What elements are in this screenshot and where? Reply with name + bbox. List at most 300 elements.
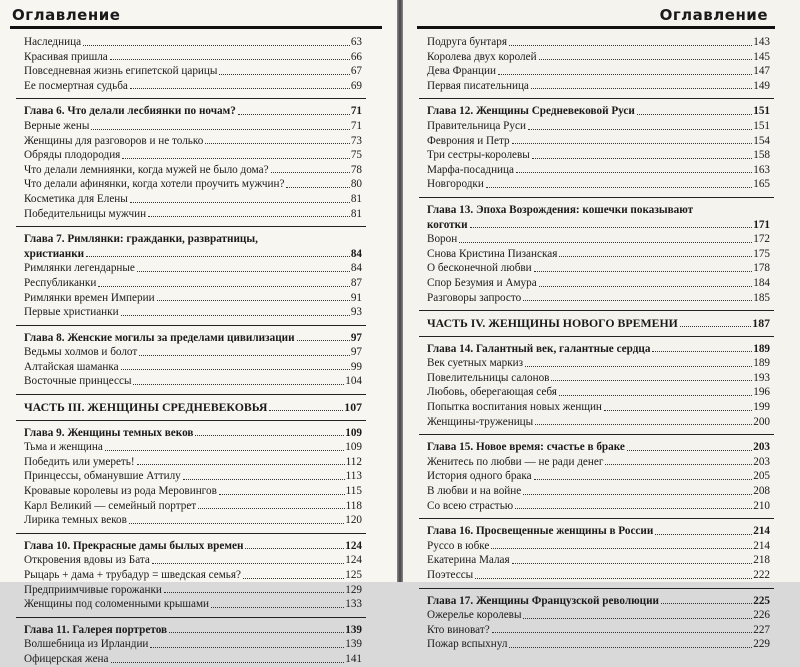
- page-number: 81: [350, 207, 362, 220]
- entry-title: Обряды плодородия: [24, 149, 121, 162]
- toc-entry[interactable]: [427, 385, 770, 400]
- page-number: 210: [753, 499, 770, 512]
- toc-left: [24, 35, 362, 667]
- toc-entry[interactable]: [24, 455, 362, 470]
- leader-dots: [551, 380, 752, 381]
- entry-title: Женщины под соломенными крышами: [24, 598, 210, 611]
- page-number: 66: [350, 50, 362, 63]
- chapter-heading[interactable]: [427, 104, 770, 119]
- leader-dots: [98, 286, 349, 287]
- page-number: 149: [753, 79, 770, 92]
- toc-entry[interactable]: [427, 163, 770, 178]
- page-number: 205: [753, 470, 770, 483]
- page-number: 184: [753, 276, 770, 289]
- page-number: 99: [350, 360, 362, 373]
- toc-entry[interactable]: [427, 553, 770, 568]
- toc-entry[interactable]: [24, 291, 362, 306]
- leader-dots: [528, 129, 752, 130]
- entry-title: Республиканки: [24, 276, 97, 289]
- leader-dots: [164, 592, 344, 593]
- leader-dots: [245, 548, 344, 549]
- toc-entry[interactable]: [24, 134, 362, 149]
- toc-entry[interactable]: [24, 440, 362, 455]
- entry-title: Правительница Руси: [427, 119, 526, 132]
- page-number: 124: [345, 539, 362, 552]
- toc-entry[interactable]: [24, 345, 362, 360]
- chapter-heading[interactable]: [24, 247, 362, 262]
- entry-title: Ведьмы холмов и болот: [24, 346, 138, 359]
- leader-dots: [525, 366, 752, 367]
- section-divider: [427, 429, 770, 440]
- entry-title: Женщины для разговоров и не только: [24, 134, 204, 147]
- chapter-heading-line: Глава 13. Эпоха Возрождения: кошечки показывают: [427, 203, 694, 216]
- leader-dots: [198, 508, 344, 509]
- entry-title: Красивая пришла: [24, 50, 108, 63]
- entry-title: Екатерина Малая: [427, 554, 510, 567]
- page-number: 115: [345, 485, 362, 498]
- toc-entry[interactable]: [24, 35, 362, 50]
- toc-entry[interactable]: [427, 371, 770, 386]
- toc-entry[interactable]: [24, 583, 362, 598]
- page-number: 80: [350, 178, 362, 191]
- page-number: 203: [753, 441, 770, 454]
- entry-title: Римлянки легендарные: [24, 262, 135, 275]
- section-divider: [24, 389, 362, 400]
- entry-title: Глава 10. Прекрасные дамы былых времен: [24, 539, 244, 552]
- page-number: 196: [753, 386, 770, 399]
- entry-title: Восточные принцессы: [24, 375, 132, 388]
- leader-dots: [498, 74, 752, 75]
- toc-entry[interactable]: [427, 119, 770, 134]
- toc-entry[interactable]: [24, 192, 362, 207]
- entry-title: Кто виноват?: [427, 623, 490, 636]
- leader-dots: [148, 216, 350, 217]
- page-number: 229: [753, 638, 770, 651]
- toc-entry[interactable]: [24, 568, 362, 583]
- leader-dots: [130, 88, 350, 89]
- page-number: 93: [350, 306, 362, 319]
- leader-dots: [491, 548, 752, 549]
- page-number: 113: [345, 470, 362, 483]
- page-number: 172: [753, 233, 770, 246]
- page-number: 73: [350, 134, 362, 147]
- leader-dots: [637, 114, 752, 115]
- leader-dots: [605, 464, 752, 465]
- toc-entry[interactable]: [24, 79, 362, 94]
- entry-title: Новгородки: [427, 178, 484, 191]
- page-number: 124: [345, 554, 362, 567]
- leader-dots: [486, 187, 752, 188]
- toc-entry[interactable]: [427, 623, 770, 638]
- leader-dots: [627, 450, 752, 451]
- leader-dots: [559, 395, 752, 396]
- page-number: 139: [345, 638, 362, 651]
- toc-entry[interactable]: [427, 261, 770, 276]
- leader-dots: [535, 424, 752, 425]
- toc-entry[interactable]: [24, 163, 362, 178]
- toc-entry[interactable]: [24, 177, 362, 192]
- entry-title: Любовь, оберегающая себя: [427, 386, 557, 399]
- entry-title: Волшебница из Ирландии: [24, 638, 149, 651]
- leader-dots: [137, 271, 350, 272]
- section-divider: [24, 93, 362, 104]
- page-number: 187: [752, 316, 770, 331]
- leader-dots: [211, 607, 344, 608]
- leader-dots: [243, 578, 344, 579]
- page-number: 71: [350, 105, 362, 118]
- entry-title: Попытка воспитания новых женщин: [427, 401, 602, 414]
- entry-title: Марфа-посадница: [427, 163, 514, 176]
- leader-dots: [169, 632, 344, 633]
- section-divider: [427, 93, 770, 104]
- chapter-heading-line: Глава 7. Римлянки: гражданки, развратницы,: [24, 233, 258, 246]
- entry-title: ЧАСТЬ IV. ЖЕНЩИНЫ НОВОГО ВРЕМЕНИ: [427, 316, 678, 331]
- toc-entry[interactable]: [427, 291, 770, 306]
- page-number: 107: [344, 400, 362, 415]
- entry-title: Глава 15. Новое время: счастье в браке: [427, 441, 625, 454]
- page-number: 67: [350, 65, 362, 78]
- entry-title: Дева Франции: [427, 65, 496, 78]
- entry-title: Принцессы, обманувшие Аттилу: [24, 470, 181, 483]
- leader-dots: [121, 369, 350, 370]
- entry-title: Глава 6. Что делали лесбиянки по ночам?: [24, 105, 236, 118]
- leader-dots: [129, 523, 344, 524]
- toc-entry[interactable]: [24, 261, 362, 276]
- toc-entry[interactable]: [427, 232, 770, 247]
- leader-dots: [512, 143, 753, 144]
- toc-entry[interactable]: [427, 247, 770, 262]
- leader-dots: [523, 300, 752, 301]
- entry-title: Алтайская шаманка: [24, 360, 119, 373]
- entry-title: Глава 16. Просвещенные женщины в России: [427, 525, 654, 538]
- leader-dots: [110, 59, 350, 60]
- entry-title: Глава 17. Женщины Французской революции: [427, 594, 659, 607]
- page-number: 214: [753, 525, 770, 538]
- entry-title: Глава 12. Женщины Средневековой Руси: [427, 105, 635, 118]
- part-heading[interactable]: [24, 400, 362, 415]
- leader-dots: [157, 300, 350, 301]
- entry-title: Предприимчивые горожанки: [24, 583, 162, 596]
- entry-title: Три сестры-королевы: [427, 149, 530, 162]
- entry-title: Офицерская жена: [24, 652, 109, 665]
- toc-entry[interactable]: [24, 637, 362, 652]
- toc-entry[interactable]: [24, 148, 362, 163]
- page-number: 214: [753, 539, 770, 552]
- entry-title: Глава 9. Женщины темных веков: [24, 426, 194, 439]
- page-number: 97: [350, 346, 362, 359]
- leader-dots: [111, 662, 345, 663]
- leader-dots: [459, 242, 752, 243]
- leader-dots: [523, 494, 752, 495]
- toc-entry[interactable]: [427, 64, 770, 79]
- toc-entry[interactable]: [24, 276, 362, 291]
- toc-entry[interactable]: [427, 79, 770, 94]
- chapter-heading[interactable]: [427, 524, 770, 539]
- leader-dots: [271, 172, 350, 173]
- section-divider: [24, 320, 362, 331]
- toc-entry[interactable]: [24, 374, 362, 389]
- entry-title: Римлянки времен Империи: [24, 291, 155, 304]
- page-number: 147: [753, 65, 770, 78]
- page-number: 189: [753, 342, 770, 355]
- page-number: 71: [350, 119, 362, 132]
- page-number: 69: [350, 79, 362, 92]
- leader-dots: [532, 158, 752, 159]
- page-number: 226: [753, 609, 770, 622]
- leader-dots: [122, 158, 349, 159]
- toc-entry[interactable]: [427, 539, 770, 554]
- page-number: 185: [753, 291, 770, 304]
- page-number: 165: [753, 178, 770, 191]
- running-head-left: Оглавление: [12, 6, 121, 24]
- entry-title: Глава 14. Галантный век, галантные сердца: [427, 342, 651, 355]
- page-number: 151: [753, 105, 770, 118]
- entry-title: Что делали лемниянки, когда мужей не было дома?: [24, 163, 269, 176]
- toc-entry[interactable]: [427, 568, 770, 583]
- page-number: 129: [345, 583, 362, 596]
- leader-dots: [534, 479, 753, 480]
- page-number: 63: [350, 36, 362, 48]
- page-number: 87: [350, 276, 362, 289]
- page-number: 133: [345, 598, 362, 611]
- toc-entry[interactable]: [427, 484, 770, 499]
- entry-title: Что делали афинянки, когда хотели проучить мужчин?: [24, 178, 285, 191]
- toc-entry[interactable]: [427, 469, 770, 484]
- toc-entry[interactable]: [427, 637, 770, 652]
- leader-dots: [523, 618, 752, 619]
- running-head-right: Оглавление: [659, 6, 768, 24]
- entry-title: Руссо в юбке: [427, 539, 490, 552]
- entry-title: Ворон: [427, 233, 458, 246]
- entry-title: Повседневная жизнь египетской царицы: [24, 65, 218, 78]
- entry-title: Со всею страстью: [427, 499, 514, 512]
- leader-dots: [531, 88, 752, 89]
- toc-entry[interactable]: [427, 356, 770, 371]
- toc-entry[interactable]: [427, 148, 770, 163]
- leader-dots: [492, 632, 753, 633]
- right-page: [403, 0, 800, 651]
- leader-dots: [534, 271, 753, 272]
- section-divider: [24, 415, 362, 426]
- chapter-heading[interactable]: [427, 218, 770, 233]
- leader-dots: [516, 172, 752, 173]
- leader-dots: [219, 494, 345, 495]
- section-divider: [24, 612, 362, 623]
- page-number: 203: [753, 455, 770, 468]
- page-number: 91: [350, 291, 362, 304]
- toc-entry[interactable]: [24, 499, 362, 514]
- page-number: 78: [350, 163, 362, 176]
- toc-entry[interactable]: [24, 513, 362, 528]
- leader-dots: [130, 202, 350, 203]
- toc-entry[interactable]: [24, 360, 362, 375]
- page-number: 200: [753, 415, 770, 428]
- entry-title: История одного брака: [427, 470, 532, 483]
- page-number: 139: [345, 623, 362, 636]
- entry-title: Кровавые королевы из рода Меровингов: [24, 485, 217, 498]
- page-number: 145: [753, 50, 770, 63]
- toc-entry[interactable]: [427, 499, 770, 514]
- toc-entry[interactable]: [427, 177, 770, 192]
- page-number: 189: [753, 357, 770, 370]
- leader-dots: [152, 563, 344, 564]
- page-number: 81: [350, 192, 362, 205]
- leader-dots: [655, 534, 752, 535]
- header-rule-left: [10, 26, 382, 29]
- page-number: 218: [753, 554, 770, 567]
- toc-entry[interactable]: [427, 134, 770, 149]
- chapter-heading[interactable]: [24, 426, 362, 441]
- toc-entry[interactable]: [24, 484, 362, 499]
- toc-entry[interactable]: [427, 50, 770, 65]
- entry-title: Королева двух королей: [427, 50, 537, 63]
- leader-dots: [83, 45, 350, 46]
- leader-dots: [183, 479, 345, 480]
- leader-dots: [539, 286, 753, 287]
- leader-dots: [515, 508, 752, 509]
- leader-dots: [195, 435, 344, 436]
- page-number: 97: [350, 331, 362, 344]
- chapter-heading[interactable]: [427, 594, 770, 609]
- page-number: 171: [753, 218, 770, 231]
- chapter-heading[interactable]: [24, 623, 362, 638]
- part-heading[interactable]: [427, 316, 770, 331]
- entry-title: Победительницы мужчин: [24, 207, 147, 220]
- leader-dots: [661, 603, 752, 604]
- section-divider: [427, 583, 770, 594]
- chapter-heading[interactable]: [24, 539, 362, 554]
- entry-title: Первые христианки: [24, 306, 119, 319]
- toc-entry[interactable]: [24, 64, 362, 79]
- left-page: [0, 0, 397, 665]
- toc-entry[interactable]: [427, 35, 770, 50]
- page-number: 193: [753, 371, 770, 384]
- entry-title: Ее посмертная судьба: [24, 79, 128, 92]
- toc-entry[interactable]: [427, 276, 770, 291]
- section-divider: [24, 528, 362, 539]
- entry-title: Женитесь по любви — не ради денег: [427, 455, 604, 468]
- chapter-heading[interactable]: [24, 331, 362, 346]
- page-number: 163: [753, 163, 770, 176]
- entry-title: Карл Великий — семейный портрет: [24, 499, 197, 512]
- leader-dots: [604, 410, 752, 411]
- toc-entry[interactable]: [24, 50, 362, 65]
- toc-entry[interactable]: [24, 207, 362, 222]
- entry-title: Победить или умереть!: [24, 455, 135, 468]
- page-number: 158: [753, 149, 770, 162]
- toc-entry[interactable]: [24, 553, 362, 568]
- page-number: 109: [345, 441, 362, 454]
- section-divider: [427, 513, 770, 524]
- toc-entry[interactable]: [427, 608, 770, 623]
- entry-title: Косметика для Елены: [24, 192, 128, 205]
- page-number: 175: [753, 247, 770, 260]
- leader-dots: [652, 351, 752, 352]
- toc-right: [427, 35, 770, 652]
- page-number: 84: [350, 247, 362, 260]
- toc-entry[interactable]: [24, 305, 362, 320]
- entry-title: христианки: [24, 247, 85, 260]
- entry-title: Глава 11. Галерея портретов: [24, 623, 168, 636]
- page-number: 112: [345, 455, 362, 468]
- leader-dots: [539, 59, 753, 60]
- entry-title: Поэтессы: [427, 569, 474, 581]
- page-number: 125: [345, 569, 362, 581]
- page-number: 225: [753, 594, 770, 607]
- page-number: 118: [345, 499, 362, 512]
- entry-title: Подруга бунтаря: [427, 36, 508, 48]
- entry-title: Спор Безумия и Амура: [427, 276, 537, 289]
- page-number: 227: [753, 623, 770, 636]
- chapter-heading[interactable]: [427, 440, 770, 455]
- entry-title: Пожар вспыхнул: [427, 638, 508, 651]
- leader-dots: [121, 315, 350, 316]
- toc-entry[interactable]: [24, 469, 362, 484]
- page-number: 75: [350, 149, 362, 162]
- leader-dots: [219, 74, 349, 75]
- leader-dots: [133, 384, 344, 385]
- leader-dots: [269, 410, 343, 411]
- entry-title: ЧАСТЬ III. ЖЕНЩИНЫ СРЕДНЕВЕКОВЬЯ: [24, 400, 268, 415]
- page-number: 84: [350, 262, 362, 275]
- leader-dots: [297, 340, 350, 341]
- entry-title: Женщины-труженицы: [427, 415, 534, 428]
- leader-dots: [680, 326, 752, 327]
- toc-entry[interactable]: [427, 415, 770, 430]
- leader-dots: [139, 355, 350, 356]
- leader-dots: [509, 647, 752, 648]
- toc-entry[interactable]: [427, 400, 770, 415]
- toc-entry[interactable]: [427, 455, 770, 470]
- toc-entry[interactable]: [24, 119, 362, 134]
- entry-title: О бесконечной любви: [427, 262, 532, 275]
- entry-title: Ожерелье королевы: [427, 609, 522, 622]
- page-number: 151: [753, 119, 770, 132]
- section-divider: [427, 192, 770, 203]
- entry-title: коготки: [427, 218, 468, 231]
- entry-title: Первая писательница: [427, 79, 529, 92]
- chapter-heading[interactable]: [24, 104, 362, 119]
- chapter-heading[interactable]: [427, 342, 770, 357]
- entry-title: Разговоры запросто: [427, 291, 522, 304]
- page-number: 154: [753, 134, 770, 147]
- page-number: 104: [345, 375, 362, 388]
- section-divider: [427, 305, 770, 316]
- leader-dots: [137, 464, 345, 465]
- leader-dots: [86, 256, 350, 257]
- header-rule-right: [417, 26, 775, 29]
- page-number: 141: [345, 652, 362, 665]
- page-number: 178: [753, 262, 770, 275]
- leader-dots: [105, 450, 344, 451]
- entry-title: Лирика темных веков: [24, 514, 127, 527]
- entry-title: Наследница: [24, 36, 82, 48]
- leader-dots: [238, 114, 350, 115]
- page-number: 208: [753, 485, 770, 498]
- leader-dots: [470, 227, 753, 228]
- entry-title: Снова Кристина Пизанская: [427, 247, 558, 260]
- toc-entry[interactable]: [24, 597, 362, 612]
- entry-title: Повелительницы салонов: [427, 371, 550, 384]
- entry-title: Глава 8. Женские могилы за пределами цивилизации: [24, 331, 295, 344]
- section-divider: [24, 221, 362, 232]
- entry-title: Тьма и женщина: [24, 441, 103, 454]
- toc-entry[interactable]: [24, 652, 362, 667]
- leader-dots: [205, 143, 349, 144]
- leader-dots: [512, 563, 753, 564]
- leader-dots: [559, 256, 752, 257]
- page-number: 222: [753, 569, 770, 581]
